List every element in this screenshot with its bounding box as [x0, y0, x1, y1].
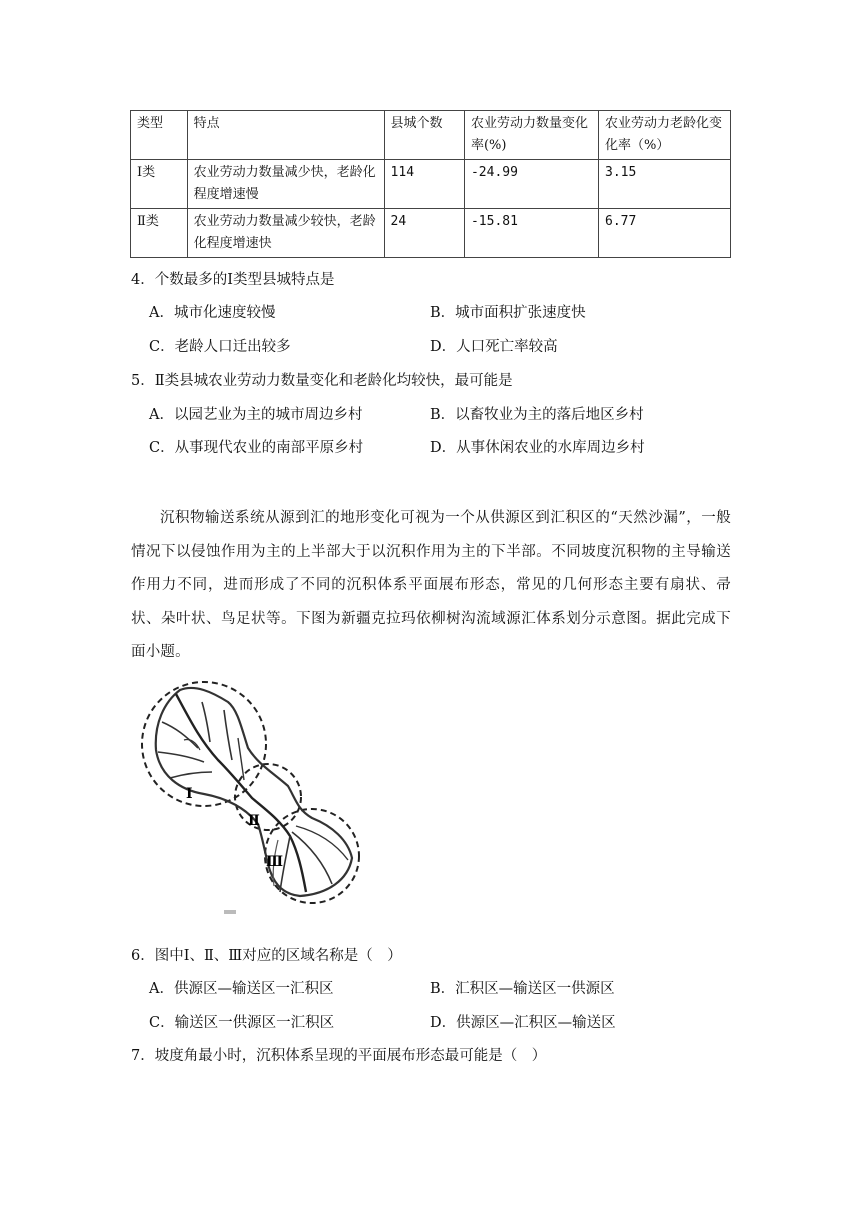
- table-cell: Ⅱ类: [131, 209, 188, 258]
- table-header-cell: 县城个数: [384, 111, 464, 160]
- question-5-option-a: A．以园艺业为主的城市周边乡村: [149, 407, 363, 423]
- table-cell: 3.15: [599, 160, 731, 209]
- table-cell: 114: [384, 160, 464, 209]
- table-header-cell: 农业劳动力数量变化率(%): [464, 111, 598, 160]
- table-row: [131, 209, 731, 258]
- question-4-option-a: A．城市化速度较慢: [149, 305, 276, 321]
- table-header-row: [131, 111, 731, 160]
- question-7-stem: 7．坡度角最小时，沉积体系呈现的平面展布形态最可能是（ ）: [131, 1048, 547, 1064]
- zone-3-label: Ⅲ: [266, 854, 284, 870]
- tributary: [158, 752, 204, 762]
- tributary: [170, 772, 212, 778]
- watershed-zoning-figure: [140, 680, 380, 920]
- reading-passage: 沉积物输送系统从源到汇的地形变化可视为一个从供源区到汇积区的“天然沙漏”，一般情况下以侵蚀作用为主的上半部大于以沉积作用为主的下半部。不同坡度沉积物的主导输送作用力不同，进而形成了不同的沉积体系平面展布形态，常见的几何形态主要有扇状、帚状、朵叶状、鸟足状等。下图为新疆克拉玛依柳树沟流域源汇体系划分示意图。据此完成下面小题。: [131, 510, 731, 660]
- zone-2-circle: [235, 764, 301, 830]
- question-4-option-b: B．城市面积扩张速度快: [430, 305, 586, 321]
- question-4-option-c: C．老龄人口迁出较多: [149, 339, 291, 355]
- question-6-option-a: A．供源区—输送区一汇积区: [149, 981, 334, 997]
- table-cell: -15.81: [464, 209, 598, 258]
- table-cell: -24.99: [464, 160, 598, 209]
- question-6-option-b: B．汇积区—输送区一供源区: [430, 981, 615, 997]
- question-5-option-b: B．以畜牧业为主的落后地区乡村: [430, 407, 644, 423]
- question-4-option-d: D．人口死亡率较高: [430, 339, 558, 355]
- table-header-cell: 农业劳动力老龄化变化率（%）: [599, 111, 731, 160]
- scale-mark: [224, 910, 236, 914]
- table-header-cell: 类型: [131, 111, 188, 160]
- zone-2-label: Ⅱ: [248, 813, 260, 829]
- table-cell: 农业劳动力数量减少较快，老龄化程度增速快: [187, 209, 384, 258]
- question-6-option-d: D．供源区—汇积区—输送区: [430, 1015, 616, 1031]
- tributary: [184, 739, 200, 750]
- question-5-stem: 5．Ⅱ类县城农业劳动力数量变化和老龄化均较快，最可能是: [131, 373, 513, 389]
- table-cell: 6.77: [599, 209, 731, 258]
- question-5-option-c: C．从事现代农业的南部平原乡村: [149, 440, 364, 456]
- question-4-stem: 4．个数最多的Ⅰ类型县城特点是: [131, 272, 335, 288]
- tributary: [202, 702, 210, 742]
- data-table: [130, 110, 731, 258]
- table-cell: Ⅰ类: [131, 160, 188, 209]
- tributary: [238, 738, 244, 780]
- table-cell: 24: [384, 209, 464, 258]
- table-cell: 农业劳动力数量减少快，老龄化程度增速慢: [187, 160, 384, 209]
- table-row: [131, 160, 731, 209]
- tributary: [224, 710, 232, 760]
- zone-1-label: Ⅰ: [186, 786, 193, 802]
- question-5-option-d: D．从事休闲农业的水库周边乡村: [430, 440, 645, 456]
- question-6-stem: 6．图中Ⅰ、Ⅱ、Ⅲ对应的区域名称是（ ）: [131, 948, 402, 964]
- question-6-option-c: C．输送区一供源区一汇积区: [149, 1015, 335, 1031]
- table-header-cell: 特点: [187, 111, 384, 160]
